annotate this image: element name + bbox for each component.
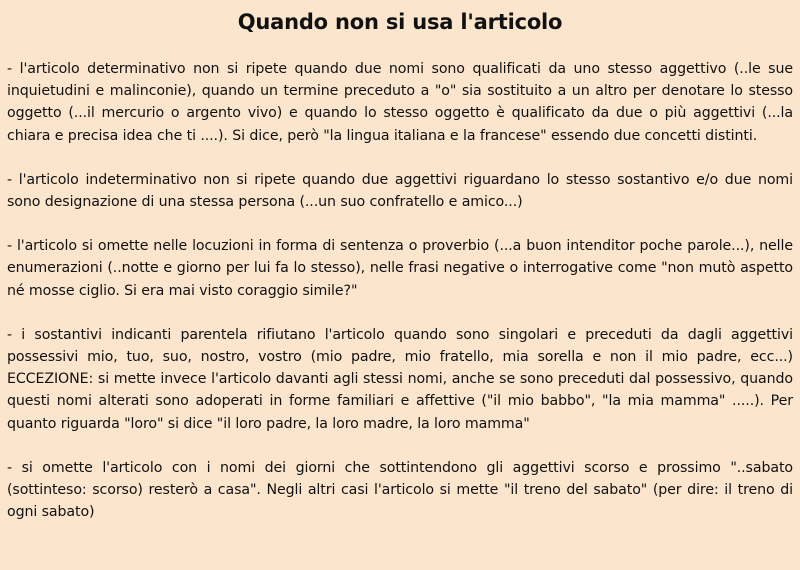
- paragraph-indeterminative-article: - l'articolo indeterminativo non si ripete quando due aggettivi riguardano lo stesso sostantivo e/o due nomi sono designazione di una stessa persona (...un suo confratello e amico...): [7, 171, 793, 211]
- document-body: [7, 58, 793, 523]
- paragraph-days-of-week: - si omette l'articolo con i nomi dei giorni che sottintendono gli aggettivi scorso e prossimo "..sabato (sottinteso: scorso) resterò a casa". Negli altri casi l'articolo si mette "il treno del sabato" (per dire: il treno di ogni sabato): [7, 459, 793, 521]
- paragraph-proverbs-enumerations: - l'articolo si omette nelle locuzioni in forma di sentenza o proverbio (...a buon intenditor poche parole...), nelle enumerazioni (..notte e giorno per lui fa lo stesso), nelle frasi negative o interrogative come "non mutò aspetto né mosse ciglio. Si era mai visto coraggio simile?": [7, 238, 793, 299]
- page-title: Quando non si usa l'articolo: [237, 10, 563, 34]
- paragraph-determinative-article: - l'articolo determinativo non si ripete quando due nomi sono qualificati da uno stesso aggettivo (..le sue inquietudini e malinconie), quando un termine preceduto a "o" sia sostituito a un altro per denotare lo stesso oggetto (...il mercurio o argento vivo) e quando lo stesso oggetto è qualificato da due o più aggettivi (...la chiara e precisa idea che ti ....). Si dice, però "la lingua italiana e la francese" essendo due concetti distinti.: [7, 61, 793, 144]
- paragraph-kinship-nouns: - i sostantivi indicanti parentela rifiutano l'articolo quando sono singolari e preceduti da dagli aggettivi possessivi mio, tuo, suo, nostro, vostro (mio padre, mio fratello, mia sorella e non il mio padre, ecc...) ECCEZIONE: si mette invece l'articolo davanti agli stessi nomi, anche se sono preceduti dal possessivo, quando questi nomi alterati sono adoperati in forme familiari e affettive ("il mio babbo", "la mia mamma" .....). Per quanto riguarda "loro" si dice "il loro padre, la loro madre, la loro mamma": [7, 326, 793, 432]
